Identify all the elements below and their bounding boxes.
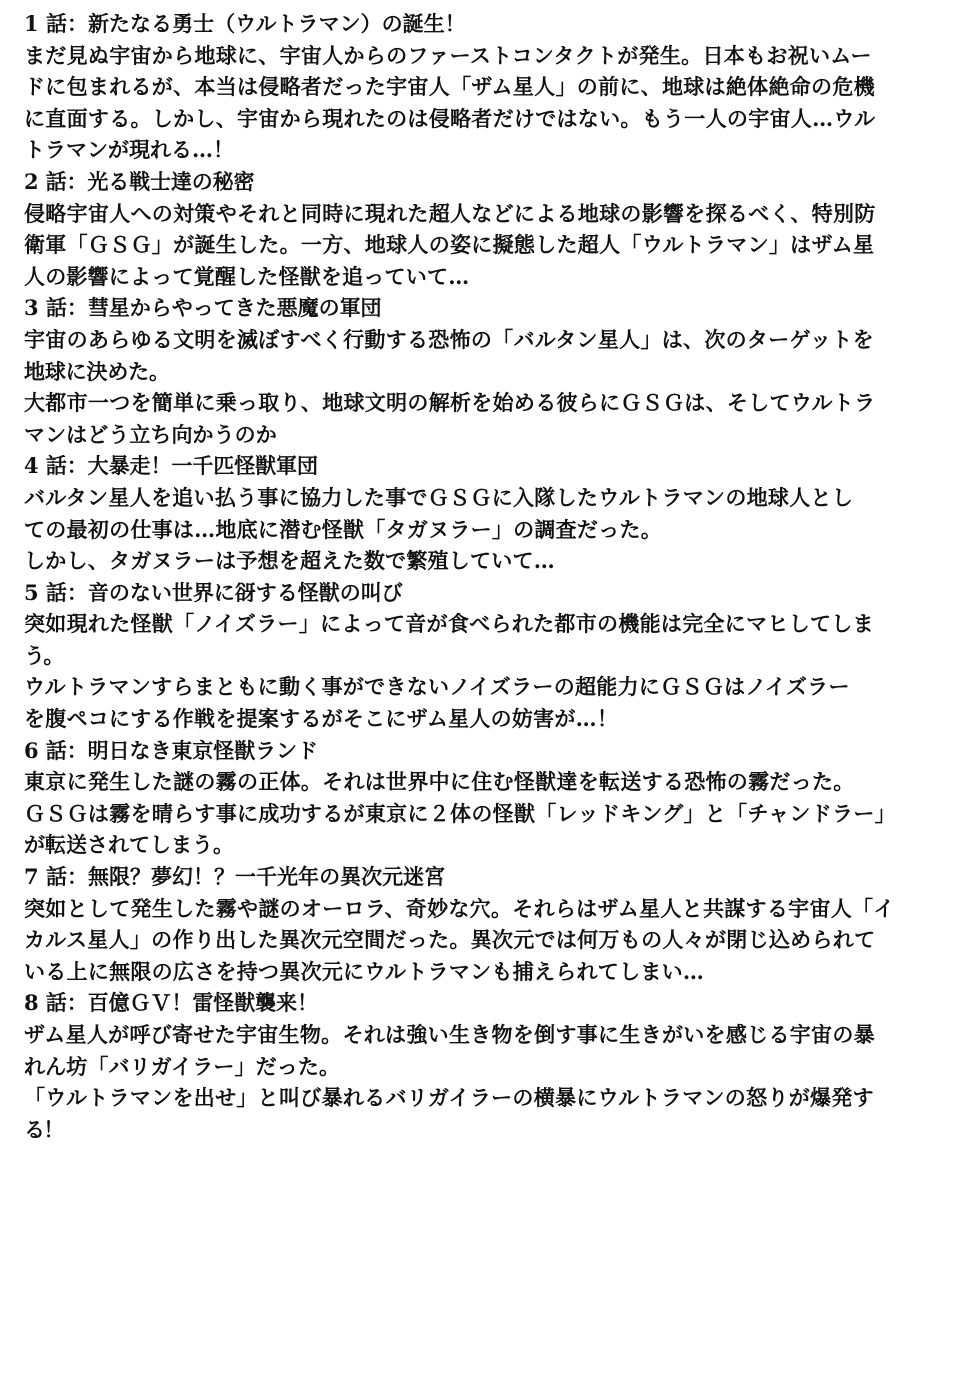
- synopsis-text-line: 突如現れた怪獣「ノイズラー」によって音が食べられた都市の機能は完全にマヒしてしま: [24, 611, 874, 637]
- episode-title-3: 3 話：彗星からやってきた悪魔の軍団: [24, 295, 382, 321]
- synopsis-text-line: 突如として発生した霧や謎のオーロラ、奇妙な穴。それらはザム星人と共謀する宇宙人「イ: [24, 895, 895, 921]
- synopsis-text-line: カルス星人」の作り出した異次元空間だった。異次元では何万もの人々が閉じ込められて: [24, 927, 876, 953]
- synopsis-text-line: 「ウルトラマンを出せ」と叫び暴れるバリガイラーの横暴にウルトラマンの怒りが爆発す: [24, 1085, 874, 1111]
- synopsis-text-line: まだ見ぬ宇宙から地球に、宇宙人からのファーストコンタクトが発生。日本もお祝いムー: [24, 42, 872, 68]
- episode-title-7: 7 話：無限？夢幻！？一千光年の異次元迷宮: [24, 864, 446, 890]
- synopsis-text-line: しかし、タガヌラーは予想を超えた数で繁殖していて…: [24, 548, 555, 574]
- synopsis-text-line: 人の影響によって覚醒した怪獣を追っていて…: [24, 263, 470, 289]
- synopsis-text-line: バルタン星人を追い払う事に協力した事でＧＳＧに入隊したウルトラマンの地球人とし: [24, 484, 854, 510]
- synopsis-text-line: れん坊「バリガイラー」だった。: [24, 1053, 341, 1079]
- synopsis-text-line: 宇宙のあらゆる文明を滅ぼすべく行動する恐怖の「バルタン星人」は、次のターゲットを: [24, 326, 874, 352]
- episode-title-2: 2 話：光る戦士達の秘密: [24, 168, 255, 194]
- synopsis-text-line: 地球に決めた。: [24, 358, 170, 384]
- episode-title-5: 5 話：音のない世界に谺する怪獣の叫び: [24, 579, 403, 605]
- synopsis-text-line: ての最初の仕事は…地底に潜む怪獣「タガヌラー」の調査だった。: [24, 516, 662, 542]
- synopsis-text-line: いる上に無限の広さを持つ異次元にウルトラマンも捕えられてしまい…: [24, 958, 705, 984]
- synopsis-text-line: 侵略宇宙人への対策やそれと同時に現れた超人などによる地球の影響を探るべく、特別防: [24, 200, 876, 226]
- synopsis-text-line: ＧＳＧは霧を晴らす事に成功するが東京に２体の怪獣「レッドキング」と「チャンドラー」: [24, 800, 896, 826]
- episode-synopsis-document: [24, 8, 936, 1145]
- synopsis-text-line: ザム星人が呼び寄せた宇宙生物。それは強い生き物を倒す事に生きがいを感じる宇宙の暴: [24, 1022, 875, 1047]
- synopsis-text-line: に直面する。しかし、宇宙から現れたのは侵略者だけではない。もう一人の宇宙人…ウル: [24, 105, 876, 131]
- synopsis-text-line: を腹ペコにする作戦を提案するがそこにザム星人の妨害が…！: [24, 706, 619, 732]
- synopsis-text-line: トラマンが現れる…！: [24, 137, 234, 163]
- synopsis-text-line: 衛軍「ＧＳＧ」が誕生した。一方、地球人の姿に擬態した超人「ウルトラマン」はザム星: [24, 232, 875, 258]
- synopsis-text-line: マンはどう立ち向かうのか: [24, 421, 277, 447]
- synopsis-text-line: る！: [24, 1116, 63, 1142]
- episode-title-1: 1 話：新たなる勇士（ウルトラマン）の誕生！: [24, 11, 466, 36]
- episode-title-4: 4 話：大暴走！一千匹怪獣軍団: [24, 453, 318, 479]
- synopsis-text-line: う。: [24, 642, 63, 668]
- synopsis-text-line: が転送されてしまう。: [24, 832, 234, 858]
- synopsis-text-line: 大都市一つを簡単に乗っ取り、地球文明の解析を始める彼らにＧＳＧは、そしてウルトラ: [24, 390, 876, 416]
- synopsis-text-line: ウルトラマンすらまともに動く事ができないノイズラーの超能力にＧＳＧはノイズラー: [24, 674, 850, 700]
- synopsis-text-line: 東京に発生した謎の霧の正体。それは世界中に住む怪獣達を転送する恐怖の霧だった。: [24, 769, 855, 795]
- synopsis-text-line: ドに包まれるが、本当は侵略者だった宇宙人「ザム星人」の前に、地球は絶体絶命の危機: [24, 74, 875, 100]
- episode-title-8: 8 話：百億ＧＶ！雷怪獣襲来！: [24, 990, 318, 1016]
- episode-title-6: 6 話：明日なき東京怪獣ランド: [24, 737, 318, 763]
